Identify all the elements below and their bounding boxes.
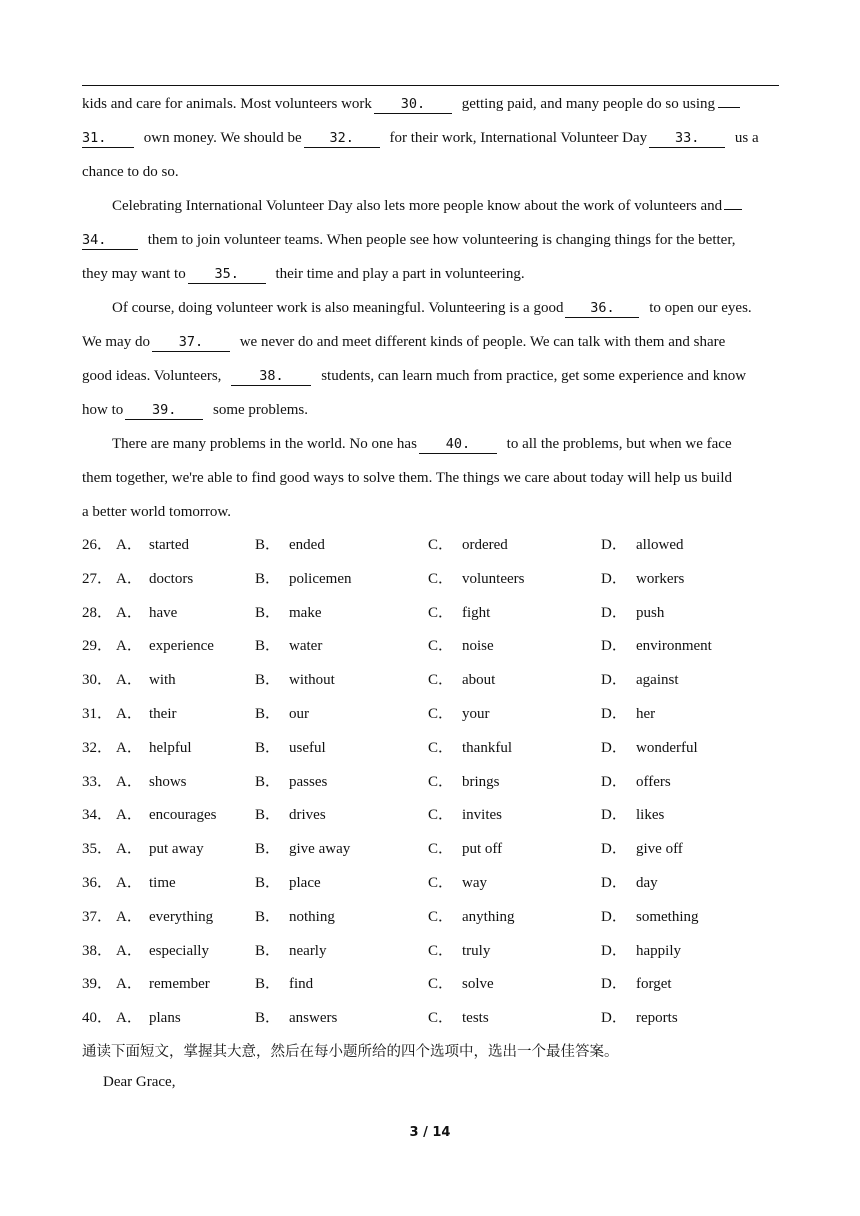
blank-33: 33. xyxy=(649,129,725,148)
option-b: make xyxy=(289,604,322,621)
option-b: ended xyxy=(289,537,325,553)
option-letter-a: A． xyxy=(116,841,142,858)
blank-37: 37. xyxy=(152,333,230,352)
option-letter-d: D． xyxy=(601,976,627,993)
option-b: without xyxy=(289,672,335,689)
passage-text: kids and care for animals. Most volunteers work xyxy=(82,96,372,112)
option-d: forget xyxy=(636,976,672,993)
option-letter-a: A． xyxy=(116,976,142,993)
option-a: experience xyxy=(149,638,214,655)
option-letter-d: D． xyxy=(601,638,627,655)
option-d: happily xyxy=(636,942,681,959)
question-number: 32． xyxy=(82,739,113,756)
option-letter-b: B． xyxy=(255,875,281,891)
option-c: noise xyxy=(462,638,494,655)
option-letter-a: A． xyxy=(116,807,142,824)
option-c: brings xyxy=(462,773,500,790)
option-letter-a: A． xyxy=(116,1010,142,1027)
option-letter-a: A． xyxy=(116,773,142,790)
option-c: solve xyxy=(462,976,494,993)
option-a: have xyxy=(149,604,178,621)
option-letter-a: A． xyxy=(116,570,142,587)
passage-text: good ideas. Volunteers, xyxy=(82,368,222,384)
option-letter-b: B． xyxy=(255,706,281,722)
option-b: nothing xyxy=(289,908,335,925)
option-letter-d: D． xyxy=(601,841,627,858)
option-letter-d: D． xyxy=(601,739,627,756)
passage-text: us a xyxy=(734,130,759,146)
option-letter-b: B． xyxy=(255,739,281,756)
option-letter-b: B． xyxy=(255,537,281,553)
option-letter-d: D． xyxy=(601,773,627,790)
option-letter-c: C． xyxy=(428,739,454,756)
option-b: useful xyxy=(289,739,326,756)
option-letter-a: A． xyxy=(116,706,142,722)
option-b: give away xyxy=(289,841,351,858)
option-a: especially xyxy=(149,942,209,959)
passage-line xyxy=(112,196,742,216)
option-letter-d: D． xyxy=(601,706,627,722)
option-b: our xyxy=(289,706,309,722)
option-d: likes xyxy=(636,807,665,824)
blank-39: 39. xyxy=(125,401,203,420)
passage-line xyxy=(82,264,525,284)
question-number: 28． xyxy=(82,604,113,621)
blank-34-start xyxy=(724,209,742,210)
passage-text: Of course, doing volunteer work is also meaningful. Volunteering is a good xyxy=(112,300,564,316)
option-b: answers xyxy=(289,1010,338,1027)
passage-line xyxy=(82,332,725,352)
option-d: environment xyxy=(636,638,712,655)
option-letter-b: B． xyxy=(255,841,281,858)
option-a: encourages xyxy=(149,807,217,824)
option-letter-d: D． xyxy=(601,1010,627,1027)
header-rule xyxy=(82,85,779,86)
option-b: place xyxy=(289,875,321,891)
option-letter-d: D． xyxy=(601,537,627,553)
option-d: against xyxy=(636,672,679,689)
option-a: with xyxy=(149,672,176,689)
option-letter-c: C． xyxy=(428,604,454,621)
option-d: her xyxy=(636,706,656,722)
option-letter-b: B． xyxy=(255,638,281,655)
option-a: time xyxy=(149,875,176,891)
option-d: reports xyxy=(636,1010,678,1027)
option-letter-c: C． xyxy=(428,1010,454,1027)
option-letter-a: A． xyxy=(116,537,142,553)
passage-text: some problems. xyxy=(213,402,308,418)
option-letter-c: C． xyxy=(428,638,454,655)
option-b: passes xyxy=(289,773,328,790)
question-number: 40． xyxy=(82,1010,113,1027)
question-number: 38． xyxy=(82,942,113,959)
blank-30: 30. xyxy=(374,95,452,114)
option-letter-b: B． xyxy=(255,908,281,925)
question-number: 31． xyxy=(82,706,113,722)
question-number: 35． xyxy=(82,841,113,858)
option-b: water xyxy=(289,638,323,655)
option-letter-c: C． xyxy=(428,672,454,689)
question-number: 36． xyxy=(82,875,113,891)
passage-line xyxy=(82,94,740,114)
option-d: something xyxy=(636,908,699,925)
passage-line xyxy=(82,366,746,386)
option-a: remember xyxy=(149,976,210,993)
passage-text: students, can learn much from practice, get some experience and know xyxy=(321,368,747,384)
passage-text: to all the problems, but when we face xyxy=(506,436,732,452)
option-c: about xyxy=(462,672,496,689)
passage-text: to open our eyes. xyxy=(649,300,752,316)
option-a: plans xyxy=(149,1010,181,1027)
option-letter-b: B． xyxy=(255,1010,281,1027)
option-letter-c: C． xyxy=(428,706,454,722)
option-c: ordered xyxy=(462,537,508,553)
question-number: 33． xyxy=(82,773,113,790)
blank-32: 32. xyxy=(304,129,380,148)
option-c: anything xyxy=(462,908,515,925)
option-letter-d: D． xyxy=(601,942,627,959)
letter-greeting: Dear Grace, xyxy=(103,1074,176,1090)
blank-34: 34. xyxy=(82,231,138,250)
question-number: 27． xyxy=(82,570,113,587)
option-b: drives xyxy=(289,807,326,824)
option-letter-b: B． xyxy=(255,570,281,587)
section-instruction: 通读下面短文，掌握其大意，然后在每小题所给的四个选项中，选出一个最佳答案。 xyxy=(82,1044,619,1060)
question-number: 26． xyxy=(82,537,113,553)
option-d: give off xyxy=(636,841,683,858)
option-letter-a: A． xyxy=(116,638,142,655)
blank-31-start xyxy=(718,107,740,108)
passage-text: own money. We should be xyxy=(143,130,302,146)
passage-text: we never do and meet different kinds of people. We can talk with them and share xyxy=(239,334,726,350)
option-a: started xyxy=(149,537,189,553)
passage-text: We may do xyxy=(82,334,150,350)
option-letter-d: D． xyxy=(601,672,627,689)
question-number: 30． xyxy=(82,672,113,689)
option-letter-c: C． xyxy=(428,942,454,959)
option-c: thankful xyxy=(462,739,512,756)
option-letter-d: D． xyxy=(601,807,627,824)
passage-text: for their work, International Volunteer Day xyxy=(389,130,648,146)
option-letter-b: B． xyxy=(255,942,281,959)
option-c: tests xyxy=(462,1010,489,1027)
passage-text: Celebrating International Volunteer Day also lets more people know about the work of volunteers and xyxy=(112,198,723,214)
option-letter-c: C． xyxy=(428,807,454,824)
option-d: day xyxy=(636,875,658,891)
option-b: policemen xyxy=(289,570,352,587)
option-letter-d: D． xyxy=(601,570,627,587)
blank-35: 35. xyxy=(188,265,266,284)
passage-text: their time and play a part in volunteering. xyxy=(275,266,525,282)
option-letter-b: B． xyxy=(255,672,281,689)
option-a: doctors xyxy=(149,570,194,587)
option-d: push xyxy=(636,604,665,621)
option-letter-c: C． xyxy=(428,570,454,587)
option-letter-a: A． xyxy=(116,908,142,925)
option-c: way xyxy=(462,875,487,891)
passage-line xyxy=(82,230,735,250)
question-number: 34． xyxy=(82,807,113,824)
option-a: shows xyxy=(149,773,187,790)
option-letter-b: B． xyxy=(255,604,281,621)
option-letter-d: D． xyxy=(601,875,627,891)
passage-line: a better world tomorrow. xyxy=(82,504,231,520)
passage-line xyxy=(82,128,759,148)
option-letter-b: B． xyxy=(255,773,281,790)
option-letter-c: C． xyxy=(428,773,454,790)
option-c: put off xyxy=(462,841,503,858)
passage-line xyxy=(112,434,732,454)
option-letter-c: C． xyxy=(428,908,454,925)
question-number: 37． xyxy=(82,908,113,925)
option-letter-c: C． xyxy=(428,841,454,858)
option-letter-d: D． xyxy=(601,604,627,621)
passage-line xyxy=(82,400,308,420)
passage-line: chance to do so. xyxy=(82,164,179,180)
option-letter-a: A． xyxy=(116,739,142,756)
passage-text: There are many problems in the world. No one has xyxy=(112,436,417,452)
option-c: invites xyxy=(462,807,502,824)
option-c: your xyxy=(462,706,490,722)
option-c: fight xyxy=(462,604,491,621)
blank-31: 31. xyxy=(82,129,134,148)
option-letter-c: C． xyxy=(428,537,454,553)
passage-text: getting paid, and many people do so using xyxy=(461,96,715,112)
page-number: 3 / 14 xyxy=(409,1125,451,1140)
option-letter-a: A． xyxy=(116,672,142,689)
blank-36: 36. xyxy=(565,299,639,318)
question-number: 29． xyxy=(82,638,113,655)
option-a: helpful xyxy=(149,739,192,756)
option-d: offers xyxy=(636,773,671,790)
option-d: allowed xyxy=(636,537,684,553)
option-letter-c: C． xyxy=(428,976,454,993)
passage-text: them to join volunteer teams. When people see how volunteering is changing things for the better, xyxy=(147,232,736,248)
option-d: wonderful xyxy=(636,739,698,756)
option-b: nearly xyxy=(289,942,327,959)
option-letter-c: C． xyxy=(428,875,454,891)
blank-38: 38. xyxy=(231,367,311,386)
option-letter-a: A． xyxy=(116,875,142,891)
option-a: everything xyxy=(149,908,214,925)
option-letter-a: A． xyxy=(116,942,142,959)
option-d: workers xyxy=(636,570,685,587)
option-c: truly xyxy=(462,942,491,959)
option-a: their xyxy=(149,706,177,722)
option-b: find xyxy=(289,976,314,993)
option-letter-a: A． xyxy=(116,604,142,621)
option-letter-b: B． xyxy=(255,807,281,824)
passage-text: how to xyxy=(82,402,124,418)
question-number: 39． xyxy=(82,976,113,993)
option-a: put away xyxy=(149,841,204,858)
blank-40: 40. xyxy=(419,435,497,454)
option-letter-d: D． xyxy=(601,908,627,925)
option-c: volunteers xyxy=(462,570,525,587)
passage-line: them together, we're able to find good ways to solve them. The things we care about today will help us build xyxy=(82,470,733,486)
option-letter-b: B． xyxy=(255,976,281,993)
passage-line xyxy=(112,298,752,318)
passage-text: they may want to xyxy=(82,266,186,282)
